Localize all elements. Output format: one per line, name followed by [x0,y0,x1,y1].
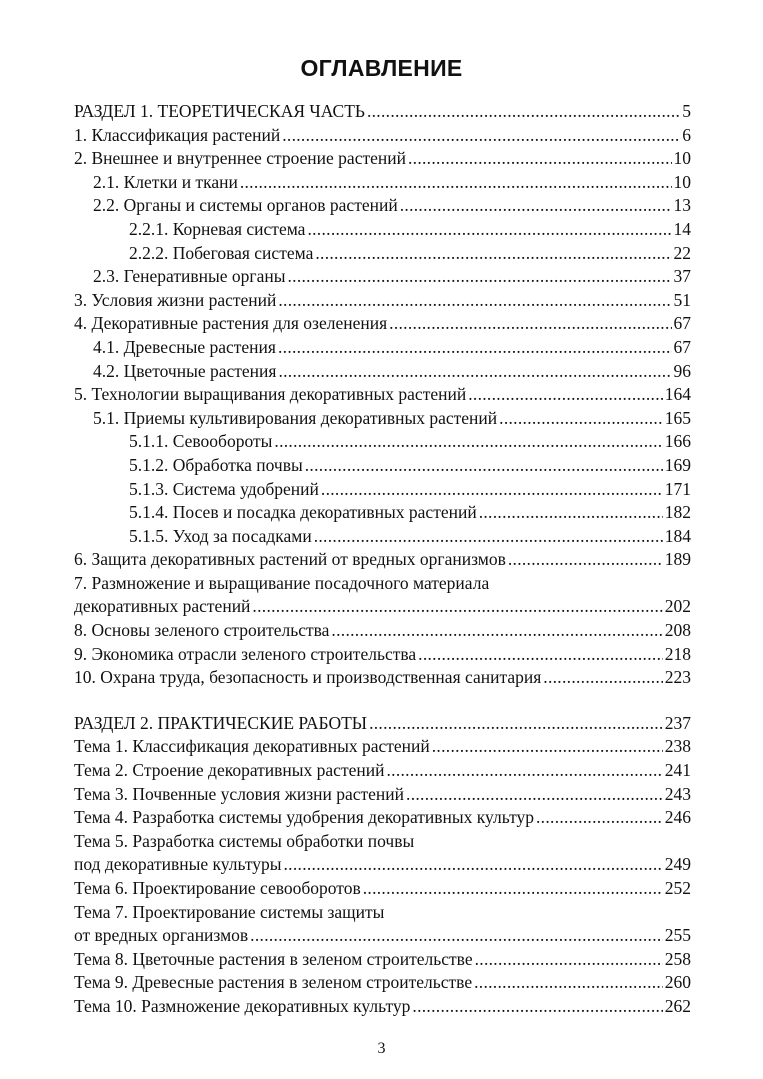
toc-entry [74,454,691,478]
dot-leader [287,265,671,289]
toc-entry-title: 4.2. Цветочные растения [93,360,277,381]
toc-entry-title: 10. Охрана труда, безопасность и производственная санитария [74,667,542,688]
toc-entry-page: 243 [663,783,691,807]
toc-entry-page: 249 [663,853,691,877]
toc-entry-line [74,830,691,854]
toc-entry-title: Тема 10. Размножение декоративных культур [74,995,411,1016]
toc-entry-page: 67 [672,312,692,336]
toc-entry-title: 7. Размножение и выращивание посадочного материала [74,572,490,593]
toc-entry [74,806,691,830]
dot-leader [278,360,671,384]
table-of-contents [74,100,691,1019]
dot-leader [307,218,671,242]
toc-entry-page: 218 [663,643,691,667]
toc-entry [74,525,691,549]
dot-leader [278,336,672,360]
dot-leader [475,948,663,972]
toc-entry-title: 2.2.1. Корневая система [129,218,306,239]
dot-leader [331,619,662,643]
dot-leader [408,147,672,171]
toc-entry-title: 5. Технологии выращивания декоративных растений [74,384,467,405]
toc-entry-title: 2.2. Органы и системы органов растений [93,195,398,216]
toc-entry-line [74,901,691,925]
dot-leader [250,924,663,948]
dot-leader [406,783,663,807]
toc-entry [74,100,691,124]
toc-entry-title: 1. Классификация растений [74,124,281,145]
dot-leader [282,124,680,148]
toc-entry-page: 246 [663,806,691,830]
toc-entry-title: 2.2.2. Побеговая система [129,242,314,263]
dot-leader [479,501,663,525]
toc-entry [74,853,691,877]
toc-entry-page: 13 [672,194,692,218]
toc-entry-title: Тема 4. Разработка системы удобрения декоративных культур [74,807,534,828]
toc-entry-title-cont: от вредных организмов [74,925,249,946]
toc-entry [74,478,691,502]
dot-leader [274,430,662,454]
toc-entry-page: 165 [663,407,691,431]
toc-entry-page: 166 [663,430,691,454]
toc-entry-page: 262 [663,995,691,1019]
toc-entry-title: Тема 9. Древесные растения в зеленом строительстве [74,972,473,993]
dot-leader [278,289,671,313]
toc-entry-title: Тема 8. Цветочные растения в зеленом строительстве [74,948,473,969]
toc-entry-title: Тема 7. Проектирование системы защиты [74,901,385,922]
toc-entry-page: 10 [672,171,692,195]
toc-entry-page: 208 [663,619,691,643]
toc-entry-title: Тема 1. Классификация декоративных растений [74,736,430,757]
toc-entry-title: 5.1. Приемы культивирования декоративных растений [93,407,498,428]
toc-entry-title: 6. Защита декоративных растений от вредных организмов [74,549,506,570]
toc-entry-page: 258 [663,948,691,972]
dot-leader [400,194,672,218]
toc-entry [74,242,691,266]
toc-entry-title: 9. Экономика отрасли зеленого строительства [74,643,417,664]
toc-entry-page: 164 [663,383,691,407]
toc-entry [74,360,691,384]
dot-leader [418,643,663,667]
toc-entry-title: 3. Условия жизни растений [74,289,277,310]
toc-entry-title: Тема 2. Строение декоративных растений [74,760,385,781]
toc-entry-page: 238 [663,735,691,759]
toc-entry-page: 260 [663,971,691,995]
dot-leader [389,312,671,336]
toc-entry-title: 8. Основы зеленого строительства [74,620,330,641]
toc-entry [74,643,691,667]
toc-entry-page: 37 [672,265,692,289]
toc-entry [74,147,691,171]
dot-leader [367,100,680,124]
toc-entry [74,619,691,643]
dot-leader [305,454,663,478]
toc-entry [74,124,691,148]
dot-leader [499,407,663,431]
toc-entry-title: Тема 3. Почвенные условия жизни растений [74,783,405,804]
toc-entry-page: 255 [663,924,691,948]
toc-entry-title: 2.1. Клетки и ткани [93,171,238,192]
toc-entry [74,501,691,525]
toc-entry-line [74,572,691,596]
toc-entry-page: 14 [672,218,692,242]
toc-entry [74,312,691,336]
toc-entry [74,712,691,736]
toc-entry-page: 22 [672,242,692,266]
section-gap [74,690,691,712]
toc-entry [74,407,691,431]
dot-leader [412,995,662,1019]
toc-entry-page: 5 [680,100,691,124]
page-title: ОГЛАВЛЕНИЕ [300,55,463,81]
toc-entry-page: 6 [680,124,691,148]
dot-leader [363,877,663,901]
toc-entry-title-cont: декоративных растений [74,596,251,617]
toc-entry-page: 182 [663,501,691,525]
toc-entry-title: 2.3. Генеративные органы [93,266,286,287]
toc-entry [74,995,691,1019]
toc-entry [74,971,691,995]
toc-entry-page: 241 [663,759,691,783]
toc-entry-page: 184 [663,525,691,549]
toc-entry-title-cont: под декоративные культуры [74,854,282,875]
toc-entry-page: 67 [672,336,692,360]
toc-entry-page: 171 [663,478,691,502]
toc-entry [74,666,691,690]
toc-entry-page: 189 [663,548,691,572]
toc-entry [74,924,691,948]
toc-entry [74,735,691,759]
toc-entry [74,595,691,619]
toc-entry [74,548,691,572]
dot-leader [284,853,663,877]
dot-leader [474,971,663,995]
toc-entry-title: 5.1.3. Система удобрений [129,478,319,499]
toc-entry [74,265,691,289]
toc-entry-title: 5.1.4. Посев и посадка декоративных растений [129,502,477,523]
toc-entry-title: 4. Декоративные растения для озеленения [74,313,388,334]
toc-entry [74,383,691,407]
toc-entry-page: 96 [672,360,692,384]
dot-leader [252,595,662,619]
toc-entry [74,759,691,783]
toc-entry-title: 5.1.5. Уход за посадками [129,525,312,546]
dot-leader [315,242,671,266]
toc-entry [74,194,691,218]
page-number: 3 [377,1040,386,1057]
toc-entry-page: 223 [663,666,691,690]
toc-entry-title: РАЗДЕЛ 2. ПРАКТИЧЕСКИЕ РАБОТЫ [74,712,368,733]
toc-entry-page: 252 [663,877,691,901]
dot-leader [314,525,663,549]
toc-entry-title: Тема 6. Проектирование севооборотов [74,878,361,898]
dot-leader [386,759,662,783]
toc-entry [74,877,691,901]
toc-entry-page: 169 [663,454,691,478]
dot-leader [369,712,663,736]
toc-entry-title: 5.1.2. Обработка почвы [129,454,303,475]
dot-leader [468,383,663,407]
dot-leader [508,548,663,572]
toc-entry [74,783,691,807]
toc-entry-title: 4.1. Древесные растения [93,336,276,357]
dot-leader [536,806,663,830]
dot-leader [240,171,672,195]
toc-entry [74,289,691,313]
toc-entry-title: Тема 5. Разработка системы обработки почвы [74,830,415,851]
dot-leader [432,735,663,759]
dot-leader [543,666,662,690]
toc-entry [74,171,691,195]
toc-entry [74,218,691,242]
toc-entry-title: 5.1.1. Севообороты [129,431,273,452]
toc-entry-page: 51 [672,289,692,313]
toc-entry [74,430,691,454]
dot-leader [321,478,663,502]
toc-entry-page: 10 [672,147,692,171]
toc-entry-title: РАЗДЕЛ 1. ТЕОРЕТИЧЕСКАЯ ЧАСТЬ [74,101,365,121]
toc-entry [74,336,691,360]
toc-entry-title: 2. Внешнее и внутреннее строение растений [74,148,406,169]
toc-entry [74,948,691,972]
toc-entry-page: 202 [663,595,691,619]
toc-entry-page: 237 [663,712,691,736]
